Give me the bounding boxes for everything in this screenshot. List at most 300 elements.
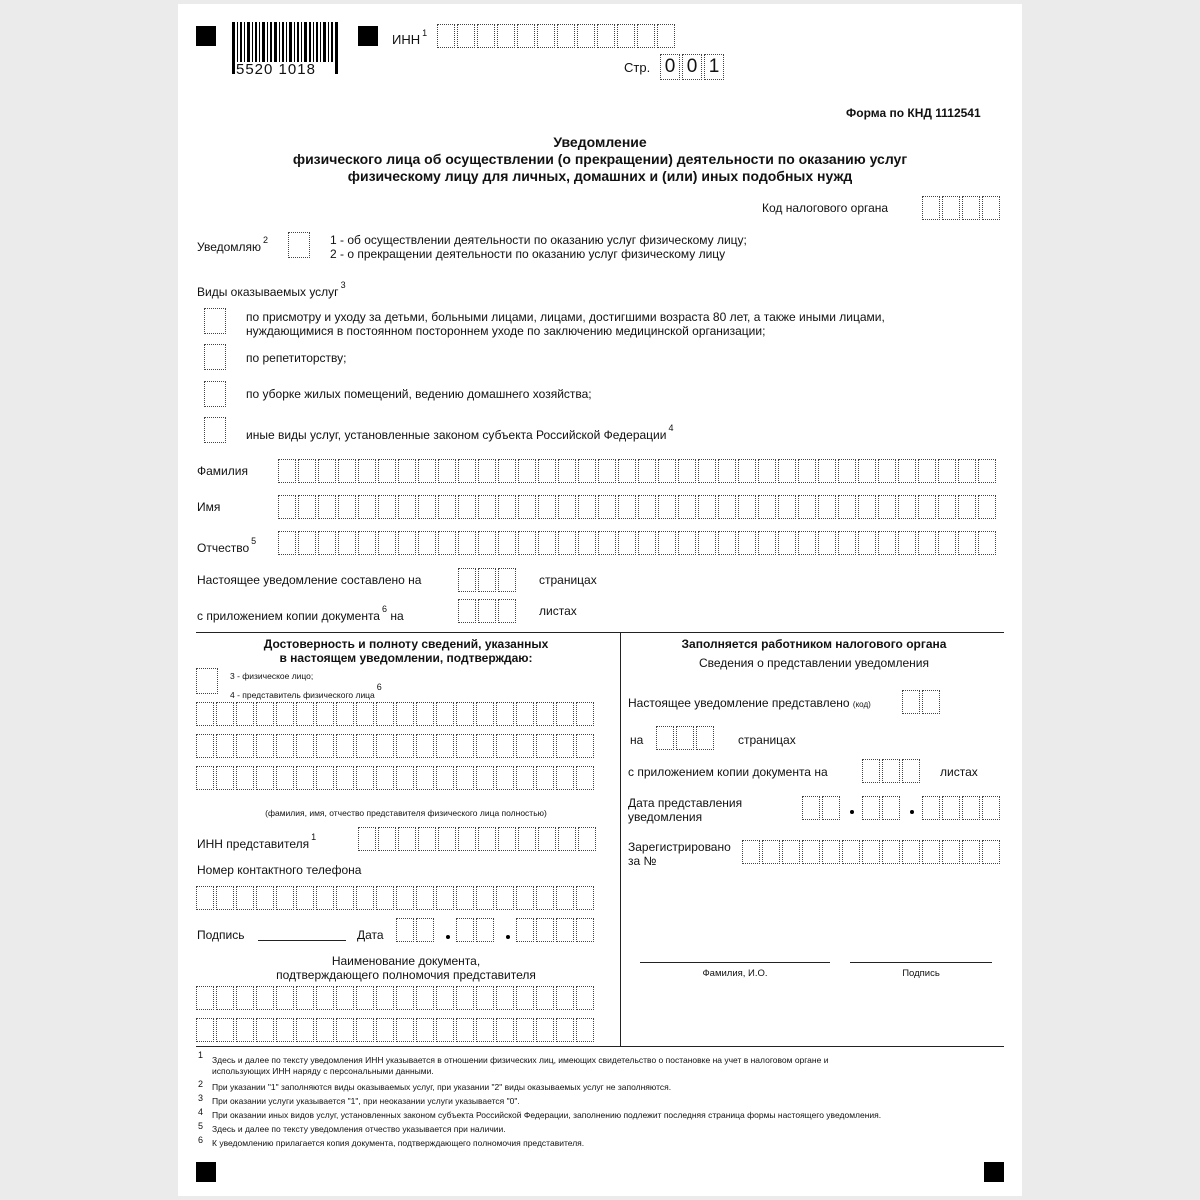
input-cell[interactable] — [742, 840, 760, 864]
input-cell[interactable] — [396, 886, 414, 910]
input-cell[interactable] — [496, 734, 514, 758]
service-checkbox-care[interactable] — [204, 308, 226, 334]
input-cell[interactable] — [336, 702, 354, 726]
date-separator — [446, 935, 450, 939]
input-cell[interactable] — [396, 766, 414, 790]
input-cell[interactable] — [978, 495, 996, 519]
input-cell[interactable] — [618, 531, 636, 555]
input-cell[interactable] — [858, 495, 876, 519]
input-cell[interactable] — [438, 531, 456, 555]
input-cell[interactable] — [578, 495, 596, 519]
name-cells[interactable] — [278, 495, 998, 519]
input-cell[interactable] — [436, 766, 454, 790]
date-month-cells[interactable] — [456, 918, 496, 942]
input-cell[interactable] — [638, 495, 656, 519]
input-cell[interactable] — [336, 886, 354, 910]
service-checkbox-tutoring[interactable] — [204, 344, 226, 370]
input-cell[interactable] — [318, 459, 336, 483]
input-cell[interactable] — [938, 495, 956, 519]
input-cell[interactable] — [316, 766, 334, 790]
input-cell[interactable] — [738, 459, 756, 483]
input-cell[interactable] — [478, 531, 496, 555]
input-cell[interactable] — [576, 886, 594, 910]
input-cell[interactable] — [196, 1018, 214, 1042]
input-cell[interactable] — [778, 495, 796, 519]
input-cell[interactable] — [498, 531, 516, 555]
input-cell[interactable] — [536, 702, 554, 726]
footnote-text: К уведомлению прилагается копия документа, подтверждающего полномочия представителя. — [212, 1138, 585, 1148]
input-cell[interactable] — [416, 766, 434, 790]
input-cell[interactable] — [536, 986, 554, 1010]
input-cell[interactable] — [838, 459, 856, 483]
input-cell[interactable] — [376, 986, 394, 1010]
input-cell[interactable] — [518, 495, 536, 519]
input-cell[interactable] — [378, 531, 396, 555]
input-cell[interactable] — [358, 531, 376, 555]
form-page — [178, 4, 1022, 1196]
input-cell[interactable] — [278, 531, 296, 555]
submission-month-cells[interactable] — [862, 796, 902, 820]
input-cell[interactable] — [236, 886, 254, 910]
input-cell[interactable] — [336, 986, 354, 1010]
input-cell[interactable] — [576, 766, 594, 790]
input-cell[interactable] — [356, 886, 374, 910]
input-cell[interactable] — [698, 495, 716, 519]
input-cell[interactable] — [556, 702, 574, 726]
notify-label: Уведомляю $^2$ — [197, 235, 269, 254]
input-cell[interactable] — [758, 531, 776, 555]
input-cell[interactable] — [296, 986, 314, 1010]
inn-cells[interactable] — [437, 24, 677, 48]
input-cell[interactable] — [496, 1018, 514, 1042]
right-pages-cells[interactable] — [656, 726, 716, 750]
input-cell[interactable] — [758, 495, 776, 519]
input-cell[interactable] — [536, 1018, 554, 1042]
footnote-text: При оказании иных видов услуг, установленных законом субъекта Российской Федерации, заполнению подлежит последняя страница формы настоящего уведомления. — [212, 1110, 882, 1120]
input-cell[interactable] — [456, 734, 474, 758]
input-cell[interactable] — [216, 986, 234, 1010]
footnote-text: При указании "1" заполняются виды оказываемых услуг, при указании "2" виды оказываемых услуг не заполняются. — [212, 1082, 672, 1092]
input-cell[interactable] — [378, 459, 396, 483]
input-cell[interactable] — [396, 702, 414, 726]
input-cell[interactable] — [316, 702, 334, 726]
input-cell[interactable] — [798, 531, 816, 555]
input-cell[interactable] — [216, 702, 234, 726]
right-sheets-cells[interactable] — [862, 759, 922, 783]
input-cell[interactable] — [576, 702, 594, 726]
input-cell[interactable] — [878, 459, 896, 483]
input-cell[interactable] — [296, 702, 314, 726]
input-cell[interactable] — [356, 766, 374, 790]
input-cell[interactable] — [498, 827, 516, 851]
input-cell[interactable] — [376, 886, 394, 910]
input-cell[interactable] — [518, 531, 536, 555]
input-cell[interactable] — [902, 840, 920, 864]
corner-marker-top-left — [196, 26, 216, 46]
input-cell[interactable] — [556, 734, 574, 758]
input-cell[interactable] — [276, 766, 294, 790]
input-cell[interactable] — [718, 459, 736, 483]
officer-name-line[interactable] — [640, 962, 830, 963]
input-cell[interactable] — [396, 734, 414, 758]
input-cell[interactable] — [476, 886, 494, 910]
input-cell[interactable] — [558, 827, 576, 851]
input-cell[interactable] — [316, 1018, 334, 1042]
input-cell[interactable] — [558, 459, 576, 483]
input-cell[interactable] — [298, 459, 316, 483]
input-cell[interactable] — [922, 840, 940, 864]
input-cell[interactable] — [236, 734, 254, 758]
input-cell[interactable] — [416, 1018, 434, 1042]
input-cell[interactable] — [576, 734, 594, 758]
input-cell[interactable] — [818, 459, 836, 483]
input-cell[interactable] — [738, 495, 756, 519]
input-cell[interactable] — [196, 734, 214, 758]
input-cell[interactable] — [336, 1018, 354, 1042]
input-cell[interactable] — [196, 886, 214, 910]
input-cell[interactable] — [878, 531, 896, 555]
input-cell[interactable] — [918, 531, 936, 555]
input-cell[interactable] — [942, 840, 960, 864]
input-cell[interactable] — [958, 459, 976, 483]
input-cell[interactable] — [822, 840, 840, 864]
input-cell[interactable] — [638, 459, 656, 483]
input-cell[interactable] — [296, 766, 314, 790]
corner-marker-bottom-left — [196, 1162, 216, 1182]
input-cell[interactable] — [278, 495, 296, 519]
input-cell[interactable] — [196, 702, 214, 726]
input-cell[interactable] — [698, 459, 716, 483]
signature-line[interactable] — [258, 940, 346, 941]
input-cell[interactable] — [782, 840, 800, 864]
service-checkbox-other[interactable] — [204, 417, 226, 443]
input-cell[interactable] — [518, 827, 536, 851]
input-cell[interactable] — [538, 531, 556, 555]
date-day-cells[interactable] — [396, 918, 436, 942]
pages-word: страницах — [539, 573, 597, 587]
input-cell[interactable] — [436, 734, 454, 758]
input-cell[interactable] — [376, 734, 394, 758]
input-cell[interactable] — [336, 734, 354, 758]
input-cell[interactable] — [356, 734, 374, 758]
input-cell[interactable] — [456, 986, 474, 1010]
input-cell[interactable] — [376, 1018, 394, 1042]
input-cell[interactable] — [578, 459, 596, 483]
input-cell[interactable] — [296, 1018, 314, 1042]
input-cell[interactable] — [958, 531, 976, 555]
input-cell[interactable] — [418, 827, 436, 851]
input-cell[interactable] — [718, 531, 736, 555]
surname-cells[interactable] — [278, 459, 998, 483]
input-cell[interactable] — [456, 702, 474, 726]
input-cell[interactable] — [298, 495, 316, 519]
input-cell[interactable] — [558, 531, 576, 555]
input-cell[interactable] — [778, 459, 796, 483]
input-cell[interactable] — [556, 1018, 574, 1042]
input-cell[interactable] — [496, 702, 514, 726]
input-cell[interactable] — [256, 734, 274, 758]
input-cell[interactable] — [438, 827, 456, 851]
input-cell[interactable] — [738, 531, 756, 555]
input-cell[interactable] — [578, 827, 596, 851]
input-cell[interactable] — [918, 495, 936, 519]
input-cell[interactable] — [458, 495, 476, 519]
input-cell[interactable] — [436, 886, 454, 910]
input-cell[interactable] — [838, 495, 856, 519]
input-cell[interactable] — [618, 459, 636, 483]
input-cell[interactable] — [982, 840, 1000, 864]
input-cell[interactable] — [556, 766, 574, 790]
date-year-cells[interactable] — [516, 918, 596, 942]
input-cell[interactable] — [536, 886, 554, 910]
input-cell[interactable] — [456, 1018, 474, 1042]
input-cell[interactable] — [762, 840, 780, 864]
input-cell[interactable] — [678, 495, 696, 519]
input-cell[interactable] — [536, 734, 554, 758]
input-cell[interactable] — [778, 531, 796, 555]
patronymic-cells[interactable] — [278, 531, 998, 555]
input-cell[interactable] — [276, 702, 294, 726]
input-cell[interactable] — [858, 459, 876, 483]
phone-cells[interactable] — [196, 886, 596, 910]
input-cell[interactable] — [538, 827, 556, 851]
submission-day-cells[interactable] — [802, 796, 842, 820]
input-cell[interactable] — [496, 886, 514, 910]
input-cell[interactable] — [516, 1018, 534, 1042]
input-cell[interactable] — [638, 531, 656, 555]
doc-name-line-1: Наименование документа, — [331, 954, 481, 968]
input-cell[interactable] — [476, 734, 494, 758]
input-cell[interactable] — [978, 531, 996, 555]
input-cell[interactable] — [216, 734, 234, 758]
input-cell[interactable] — [418, 531, 436, 555]
input-cell[interactable] — [798, 459, 816, 483]
input-cell[interactable] — [296, 734, 314, 758]
input-cell[interactable] — [396, 1018, 414, 1042]
rep-fio-row-1[interactable] — [196, 702, 596, 726]
doc-name-row-2[interactable] — [196, 1018, 596, 1042]
input-cell[interactable] — [456, 886, 474, 910]
input-cell[interactable] — [458, 459, 476, 483]
doc-name-row-1[interactable] — [196, 986, 596, 1010]
input-cell[interactable] — [418, 459, 436, 483]
input-cell[interactable] — [296, 886, 314, 910]
input-cell[interactable] — [618, 495, 636, 519]
input-cell[interactable] — [558, 495, 576, 519]
input-cell[interactable] — [476, 1018, 494, 1042]
input-cell[interactable] — [418, 495, 436, 519]
input-cell[interactable] — [196, 766, 214, 790]
input-cell[interactable] — [476, 986, 494, 1010]
input-cell[interactable] — [958, 495, 976, 519]
input-cell[interactable] — [358, 495, 376, 519]
input-cell[interactable] — [498, 459, 516, 483]
input-cell[interactable] — [556, 886, 574, 910]
input-cell[interactable] — [256, 1018, 274, 1042]
input-cell[interactable] — [458, 827, 476, 851]
input-cell[interactable] — [276, 986, 294, 1010]
doc-name-label — [196, 954, 616, 982]
input-cell[interactable] — [598, 459, 616, 483]
input-cell[interactable] — [316, 734, 334, 758]
input-cell[interactable] — [336, 766, 354, 790]
input-cell[interactable] — [318, 495, 336, 519]
input-cell[interactable] — [516, 734, 534, 758]
input-cell[interactable] — [802, 840, 820, 864]
input-cell[interactable] — [476, 766, 494, 790]
submitted-code-cells[interactable] — [902, 690, 942, 714]
input-cell[interactable] — [358, 827, 376, 851]
input-cell[interactable] — [356, 1018, 374, 1042]
notify-checkbox[interactable] — [288, 232, 310, 258]
input-cell[interactable] — [316, 986, 334, 1010]
input-cell[interactable] — [378, 827, 396, 851]
input-cell[interactable] — [416, 886, 434, 910]
footnote-number: 4 — [198, 1107, 204, 1117]
input-cell[interactable] — [538, 495, 556, 519]
rep-inn-label: ИНН представителя $^1$ — [197, 832, 317, 851]
input-cell[interactable] — [598, 495, 616, 519]
input-cell[interactable] — [798, 495, 816, 519]
sheets-count-cells[interactable] — [458, 599, 518, 623]
input-cell[interactable] — [898, 459, 916, 483]
input-cell[interactable] — [356, 702, 374, 726]
input-cell[interactable] — [576, 1018, 594, 1042]
input-cell[interactable] — [318, 531, 336, 555]
input-cell[interactable] — [396, 986, 414, 1010]
input-cell[interactable] — [316, 886, 334, 910]
input-cell[interactable] — [456, 766, 474, 790]
input-cell[interactable] — [216, 1018, 234, 1042]
input-cell[interactable] — [376, 702, 394, 726]
input-cell[interactable] — [338, 495, 356, 519]
input-cell[interactable] — [536, 766, 554, 790]
input-cell[interactable] — [516, 766, 534, 790]
officer-signature-line[interactable] — [850, 962, 992, 963]
input-cell[interactable] — [216, 766, 234, 790]
submission-year-cells[interactable] — [922, 796, 1002, 820]
input-cell[interactable] — [398, 495, 416, 519]
input-cell[interactable] — [878, 495, 896, 519]
input-cell[interactable] — [436, 1018, 454, 1042]
input-cell[interactable] — [918, 459, 936, 483]
input-cell[interactable] — [658, 531, 676, 555]
input-cell[interactable] — [496, 986, 514, 1010]
input-cell[interactable] — [278, 459, 296, 483]
input-cell[interactable] — [478, 459, 496, 483]
input-cell[interactable] — [576, 986, 594, 1010]
input-cell[interactable] — [398, 827, 416, 851]
input-cell[interactable] — [518, 459, 536, 483]
input-cell[interactable] — [818, 531, 836, 555]
input-cell[interactable] — [862, 840, 880, 864]
input-cell[interactable] — [256, 702, 274, 726]
input-cell[interactable] — [338, 531, 356, 555]
input-cell[interactable] — [358, 459, 376, 483]
input-cell[interactable] — [658, 459, 676, 483]
input-cell[interactable] — [858, 531, 876, 555]
rep-fio-row-3[interactable] — [196, 766, 596, 790]
input-cell[interactable] — [898, 495, 916, 519]
input-cell[interactable] — [476, 702, 494, 726]
input-cell[interactable] — [216, 886, 234, 910]
input-cell[interactable] — [718, 495, 736, 519]
input-cell[interactable] — [962, 840, 980, 864]
officer-signature-caption: Подпись — [902, 968, 940, 979]
input-cell[interactable] — [556, 986, 574, 1010]
input-cell[interactable] — [436, 702, 454, 726]
input-cell[interactable] — [438, 459, 456, 483]
input-cell[interactable] — [458, 531, 476, 555]
input-cell[interactable] — [416, 734, 434, 758]
input-cell[interactable] — [256, 886, 274, 910]
input-cell[interactable] — [818, 495, 836, 519]
input-cell[interactable] — [882, 840, 900, 864]
input-cell[interactable] — [236, 766, 254, 790]
pages-count-cells[interactable] — [458, 568, 518, 592]
input-cell[interactable] — [498, 495, 516, 519]
input-cell[interactable] — [516, 986, 534, 1010]
input-cell[interactable] — [938, 531, 956, 555]
input-cell[interactable] — [758, 459, 776, 483]
input-cell[interactable] — [478, 827, 496, 851]
input-cell[interactable] — [516, 702, 534, 726]
input-cell[interactable] — [496, 766, 514, 790]
tax-authority-cells[interactable] — [922, 196, 1002, 220]
input-cell[interactable] — [678, 531, 696, 555]
input-cell[interactable] — [898, 531, 916, 555]
input-cell[interactable] — [416, 986, 434, 1010]
input-cell[interactable] — [276, 886, 294, 910]
input-cell[interactable] — [338, 459, 356, 483]
input-cell[interactable] — [938, 459, 956, 483]
input-cell[interactable] — [256, 766, 274, 790]
input-cell[interactable] — [398, 459, 416, 483]
input-cell[interactable] — [236, 1018, 254, 1042]
input-cell[interactable] — [378, 495, 396, 519]
rep-fio-row-2[interactable] — [196, 734, 596, 758]
input-cell[interactable] — [376, 766, 394, 790]
input-cell[interactable] — [678, 459, 696, 483]
input-cell[interactable] — [578, 531, 596, 555]
registration-number-cells[interactable] — [742, 840, 1002, 864]
input-cell[interactable] — [416, 702, 434, 726]
input-cell[interactable] — [276, 1018, 294, 1042]
input-cell[interactable] — [538, 459, 556, 483]
input-cell[interactable] — [356, 986, 374, 1010]
confirm-type-checkbox[interactable] — [196, 668, 218, 694]
input-cell[interactable] — [978, 459, 996, 483]
input-cell[interactable] — [236, 986, 254, 1010]
input-cell[interactable] — [236, 702, 254, 726]
input-cell[interactable] — [842, 840, 860, 864]
input-cell[interactable] — [398, 531, 416, 555]
input-cell[interactable] — [298, 531, 316, 555]
input-cell[interactable] — [516, 886, 534, 910]
input-cell[interactable] — [658, 495, 676, 519]
service-checkbox-cleaning[interactable] — [204, 381, 226, 407]
rep-inn-cells[interactable] — [358, 827, 598, 851]
input-cell[interactable] — [436, 986, 454, 1010]
input-cell[interactable] — [838, 531, 856, 555]
input-cell[interactable] — [438, 495, 456, 519]
input-cell[interactable] — [256, 986, 274, 1010]
input-cell[interactable] — [698, 531, 716, 555]
input-cell[interactable] — [598, 531, 616, 555]
input-cell[interactable] — [196, 986, 214, 1010]
input-cell[interactable] — [478, 495, 496, 519]
input-cell[interactable] — [276, 734, 294, 758]
